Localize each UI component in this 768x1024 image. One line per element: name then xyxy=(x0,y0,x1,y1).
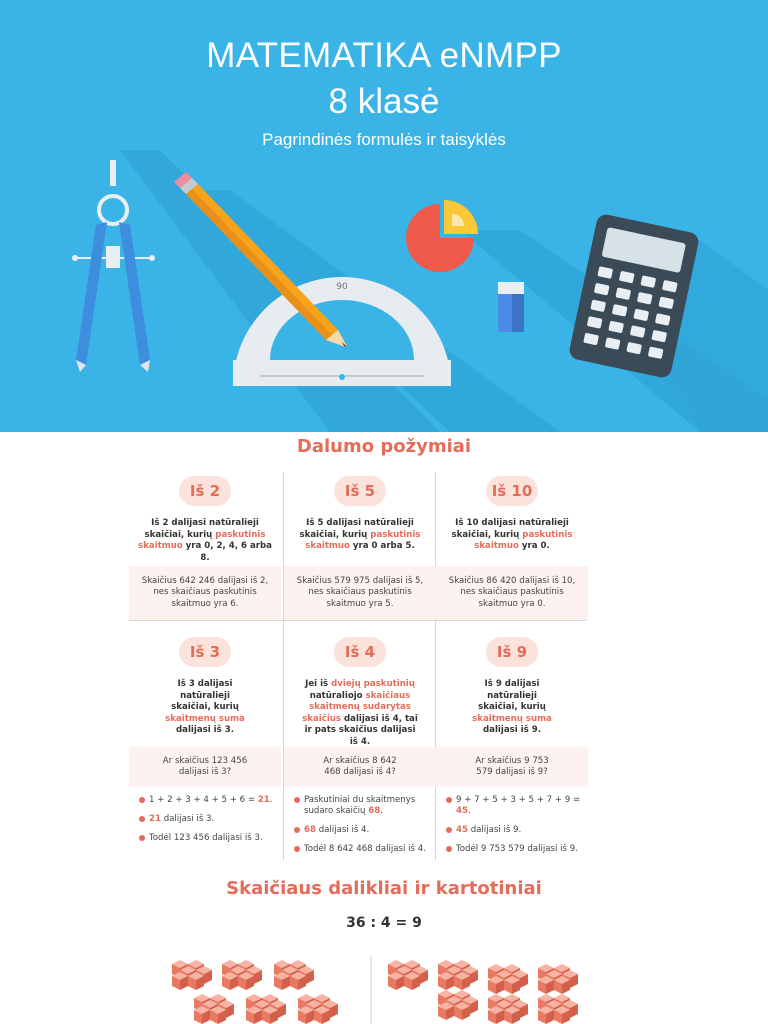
solution-step: 68 dalijasi iš 4. xyxy=(294,825,432,836)
solution-steps xyxy=(139,795,277,852)
solution-step: 45 dalijasi iš 9. xyxy=(446,825,584,836)
rule-label-badge: Iš 10 xyxy=(486,476,538,506)
solution-steps xyxy=(294,795,432,863)
example-text: Skaičius 642 246 dalijasi iš 2, nes skaičiaus paskutinis skaitmuo yra 6. xyxy=(129,566,281,620)
question-text: Ar skaičius 8 642 468 dalijasi iš 4? xyxy=(284,747,436,787)
solution-step: Todėl 8 642 468 dalijasi iš 4. xyxy=(294,844,432,855)
rule-text: Iš 5 dalijasi natūralieji skaičiai, kurių paskutinis skaitmuo yra 0 arba 5. xyxy=(299,518,421,551)
hero-banner xyxy=(0,0,768,432)
divisors-title: Skaičiaus dalikliai ir kartotiniai xyxy=(226,878,542,899)
divisible-by-4-card xyxy=(284,621,436,860)
rule-label-badge: Iš 2 xyxy=(179,476,231,506)
solution-step: 9 + 7 + 5 + 3 + 5 + 7 + 9 = 45. xyxy=(446,795,584,817)
compass-icon xyxy=(72,160,155,372)
eraser-icon xyxy=(498,282,524,332)
math-tools-illustration xyxy=(0,150,768,432)
divisibility-title: Dalumo požymiai xyxy=(296,436,472,457)
question-text: Ar skaičius 9 753 579 dalijasi iš 9? xyxy=(436,747,588,787)
divisible-by-9-card xyxy=(436,621,588,860)
solution-step: 21 dalijasi iš 3. xyxy=(139,814,277,825)
rule-label-badge: Iš 3 xyxy=(179,637,231,667)
rule-text: Jei iš dviejų paskutinių natūraliojo skaičiaus skaitmenų sudarytas skaičius dalijasi iš 4, tai ir pats skaičius dalijasi iš 4. xyxy=(302,679,418,747)
rule-text: Iš 9 dalijasi natūralieji skaičiai, kurių skaitmenų suma dalijasi iš 9. xyxy=(472,679,552,735)
divisible-by-10-card xyxy=(436,472,588,620)
divisible-by-5-card xyxy=(284,472,436,620)
solution-step: 1 + 2 + 3 + 4 + 5 + 6 = 21. xyxy=(139,795,277,806)
cube-cluster xyxy=(388,960,578,1024)
rule-label-badge: Iš 9 xyxy=(486,637,538,667)
grade-title: 8 klasė xyxy=(328,82,440,121)
rule-label-badge: Iš 5 xyxy=(334,476,386,506)
rule-text: Iš 2 dalijasi natūralieji skaičiai, kurių paskutinis skaitmuo yra 0, 2, 4, 6 arba 8. xyxy=(138,518,272,563)
example-text: Skaičius 579 975 dalijasi iš 5, nes skaičiaus paskutinis skaitmuo yra 5. xyxy=(284,566,436,620)
page-title: MATEMATIKA eNMPP xyxy=(206,36,562,75)
divisible-by-2-card xyxy=(129,472,281,620)
solution-step: Paskutiniai du skaitmenys sudaro skaičių 68. xyxy=(294,795,432,817)
solution-step: Todėl 9 753 579 dalijasi iš 9. xyxy=(446,844,584,855)
example-text: Skaičius 86 420 dalijasi iš 10, nes skaičiaus paskutinis skaitmuo yra 0. xyxy=(436,566,588,620)
solution-step: Todėl 123 456 dalijasi iš 3. xyxy=(139,833,277,844)
division-equation: 36 : 4 = 9 xyxy=(346,915,422,931)
cube-cluster xyxy=(172,960,338,1024)
rule-label-badge: Iš 4 xyxy=(334,637,386,667)
page-subtitle: Pagrindinės formulės ir taisyklės xyxy=(262,130,506,149)
question-text: Ar skaičius 123 456 dalijasi iš 3? xyxy=(129,747,281,787)
cube-groups-illustration xyxy=(0,950,768,1024)
rule-text: Iš 3 dalijasi natūralieji skaičiai, kurių skaitmenų suma dalijasi iš 3. xyxy=(165,679,245,735)
divisible-by-3-card xyxy=(129,621,281,860)
divisibility-grid xyxy=(129,472,587,860)
protractor-label: 90 xyxy=(336,282,348,292)
solution-steps xyxy=(446,795,584,863)
rule-text: Iš 10 dalijasi natūralieji skaičiai, kurių paskutinis skaitmuo yra 0. xyxy=(451,518,573,551)
